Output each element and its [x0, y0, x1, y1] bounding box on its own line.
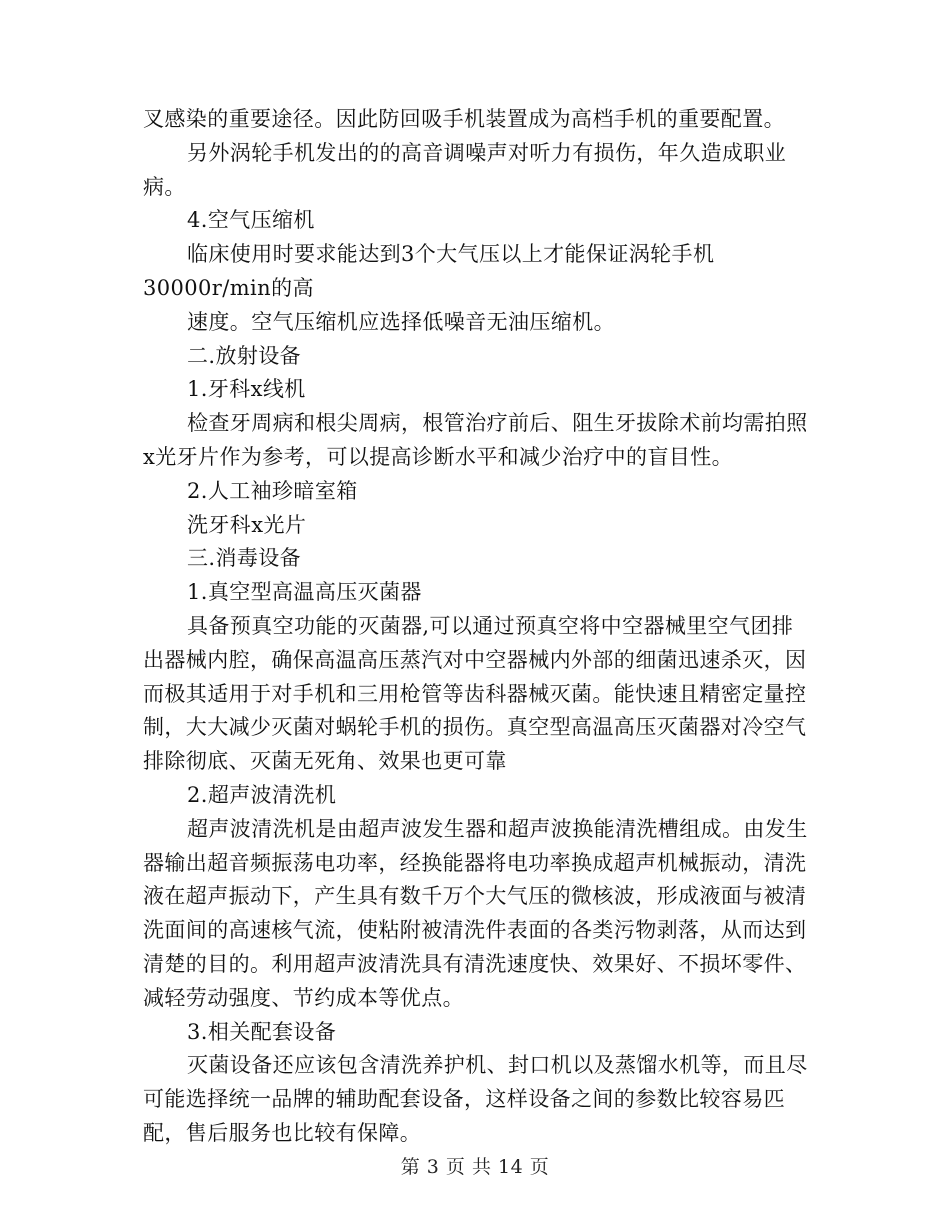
section-heading: 2.超声波清洗机	[187, 782, 337, 807]
paragraph: 叉感染的重要途径。因此防回吸手机装置成为高档手机的重要配置。	[143, 107, 785, 131]
paragraph: 速度。空气压缩机应选择低噪音无油压缩机。	[187, 309, 615, 334]
footer-suffix: 页	[529, 1156, 550, 1178]
section-heading: 3.相关配套设备	[187, 1019, 337, 1044]
section-heading: 2.人工袖珍暗室箱	[187, 478, 358, 503]
footer-prefix: 第	[400, 1156, 421, 1178]
paragraph: 具备预真空功能的灭菌器,可以通过预真空将中空器械里空气团排出器械内腔，确保高温高压蒸汽对中空器械内外部的细菌迅速杀灭，因而极其适用于对手机和三用枪管等齿科器械灭菌。能快速且精密定量控制，大大减少灭菌对蜗轮手机的损伤。真空型高温高压灭菌器对冷空气排除彻底、灭菌无死角、效果也更可靠	[143, 613, 807, 774]
paragraph: 灭菌设备还应该包含清洗养护机、封口机以及蒸馏水机等，而且尽可能选择统一品牌的辅助配套设备，这样设备之间的参数比较容易匹配，售后服务也比较有保障。	[143, 1053, 808, 1145]
footer-middle: 页 共	[445, 1156, 492, 1178]
paragraph: 超声波清洗机是由超声波发生器和超声波换能清洗槽组成。由发生器输出超音频振荡电功率，经换能器将电功率换成超声机械振动，清洗液在超声振动下，产生具有数千万个大气压的微核波，形成液面与被清洗面间的高速核气流，使粘附被清洗件表面的各类污物剥落，从而达到清楚的目的。利用超声波清洗具有清洗速度快、效果好、不损坏零件、减轻劳动强度、节约成本等优点。	[143, 816, 808, 1010]
section-heading: 1.牙科x线机	[187, 377, 306, 402]
section-heading: 1.真空型高温高压灭菌器	[187, 580, 422, 605]
footer-current-page: 3	[426, 1156, 440, 1178]
paragraph: 临床使用时要求能达到3个大气压以上才能保证涡轮手机	[187, 242, 715, 267]
section-heading: 4.空气压缩机	[187, 208, 315, 233]
paragraph: 检查牙周病和根尖周病，根管治疗前后、阻生牙拔除术前均需拍照x光牙片作为参考，可以提高诊断水平和减少治疗中的盲目性。	[143, 411, 808, 469]
document-body	[143, 103, 808, 1151]
paragraph: 洗牙科x光片	[187, 512, 307, 537]
paragraph: 另外涡轮手机发出的的高音调噪声对听力有损伤，年久造成职业病。	[143, 140, 787, 199]
footer-total-pages: 14	[498, 1156, 524, 1178]
paragraph: 30000r/min的高	[143, 275, 314, 300]
chapter-heading: 二.放射设备	[187, 343, 302, 368]
page-footer	[0, 1152, 950, 1179]
chapter-heading: 三.消毒设备	[187, 546, 302, 571]
